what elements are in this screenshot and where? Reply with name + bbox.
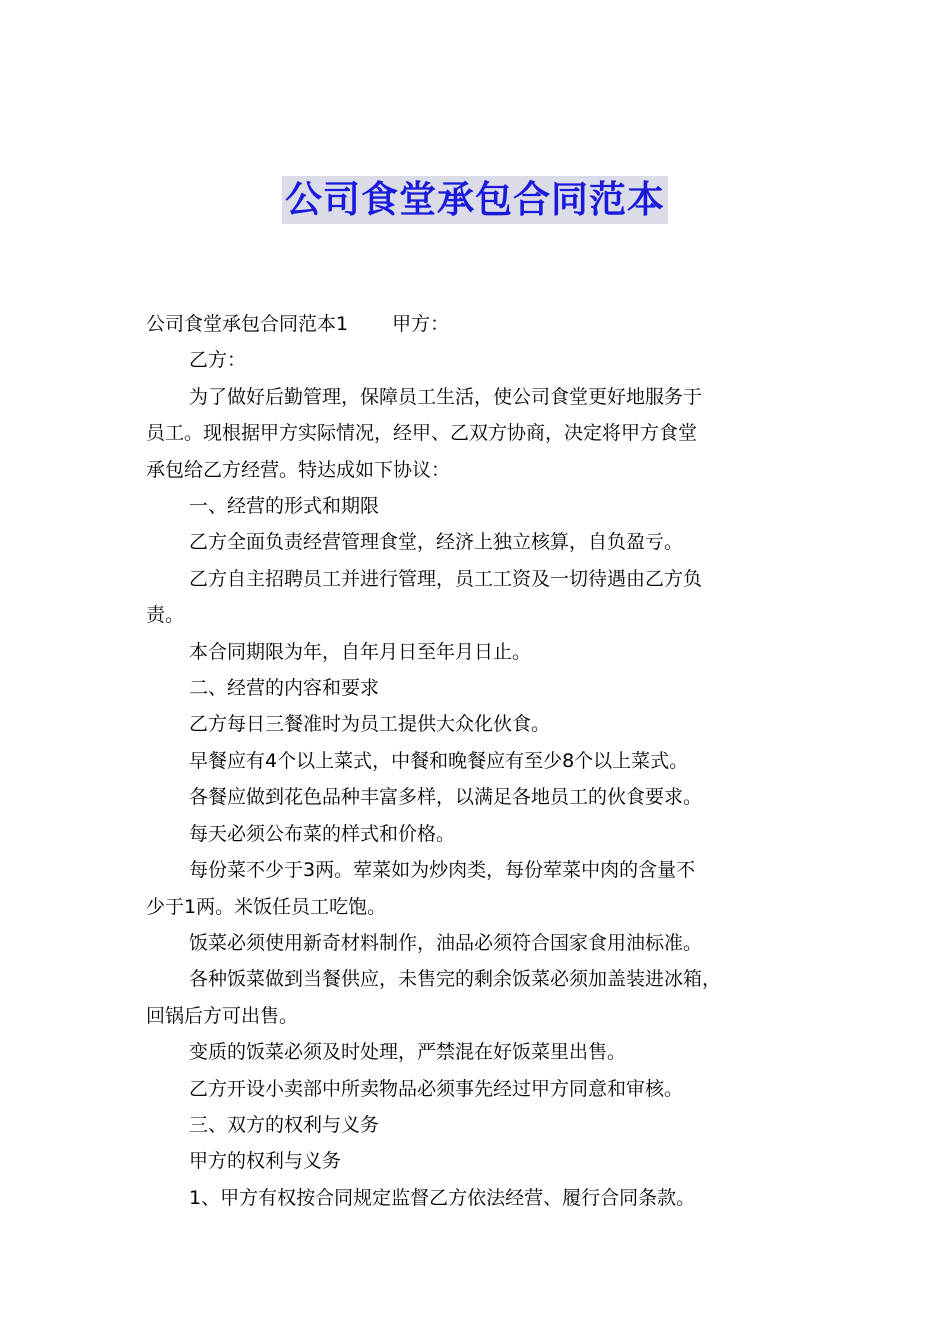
paragraph-line: 各餐应做到花色品种丰富多样，以满足各地员工的伙食要求。 bbox=[189, 786, 703, 809]
party-a-label: 甲方： bbox=[392, 313, 450, 335]
section-heading: 一、经营的形式和期限 bbox=[189, 495, 380, 518]
paragraph-line: 早餐应有4个以上菜式，中餐和晚餐应有至少8个以上菜式。 bbox=[189, 749, 689, 772]
document-body bbox=[146, 306, 826, 1216]
paragraph-line: 责。 bbox=[146, 604, 185, 627]
paragraph-line: 每天必须公布菜的样式和价格。 bbox=[189, 822, 456, 845]
paragraph-line: 饭菜必须使用新奇材料制作，油品必须符合国家食用油标准。 bbox=[189, 931, 703, 954]
paragraph-line: 1、甲方有权按合同规定监督乙方依法经营、履行合同条款。 bbox=[189, 1186, 696, 1209]
paragraph-line: 每份菜不少于3两。荤菜如为炒肉类，每份荤菜中肉的含量不 bbox=[189, 859, 696, 882]
paragraph-line: 各种饭菜做到当餐供应，未售完的剩余饭菜必须加盖装进冰箱， bbox=[189, 968, 722, 991]
paragraph-line: 本合同期限为年，自年月日至年月日止。 bbox=[189, 640, 532, 663]
contract-subtitle: 公司食堂承包合同范本1 bbox=[146, 313, 349, 335]
paragraph-line: 少于1两。米饭任员工吃饱。 bbox=[146, 895, 387, 918]
paragraph-line: 乙方自主招聘员工并进行管理，员工工资及一切待遇由乙方负 bbox=[189, 567, 703, 590]
document-title: 公司食堂承包合同范本 bbox=[282, 176, 668, 224]
paragraph-line: 变质的饭菜必须及时处理，严禁混在好饭菜里出售。 bbox=[189, 1041, 627, 1064]
paragraph-line: 员工。现根据甲方实际情况，经甲、乙双方协商，决定将甲方食堂 bbox=[146, 422, 698, 445]
party-b-label: 乙方： bbox=[189, 349, 247, 372]
section-heading: 三、双方的权利与义务 bbox=[189, 1113, 380, 1136]
section-heading: 二、经营的内容和要求 bbox=[189, 677, 380, 700]
paragraph-line: 乙方每日三餐准时为员工提供大众化伙食。 bbox=[189, 713, 551, 736]
subsection-heading: 甲方的权利与义务 bbox=[189, 1150, 342, 1173]
paragraph-line: 乙方开设小卖部中所卖物品必须事先经过甲方同意和审核。 bbox=[189, 1077, 684, 1100]
paragraph-line: 为了做好后勤管理，保障员工生活，使公司食堂更好地服务于 bbox=[189, 385, 703, 408]
paragraph-first-line bbox=[146, 306, 826, 342]
title-container bbox=[0, 176, 950, 224]
paragraph-line: 乙方全面负责经营管理食堂，经济上独立核算，自负盈亏。 bbox=[189, 531, 684, 554]
paragraph-line: 承包给乙方经营。特达成如下协议： bbox=[146, 458, 451, 481]
paragraph-line: 回锅后方可出售。 bbox=[146, 1004, 299, 1027]
